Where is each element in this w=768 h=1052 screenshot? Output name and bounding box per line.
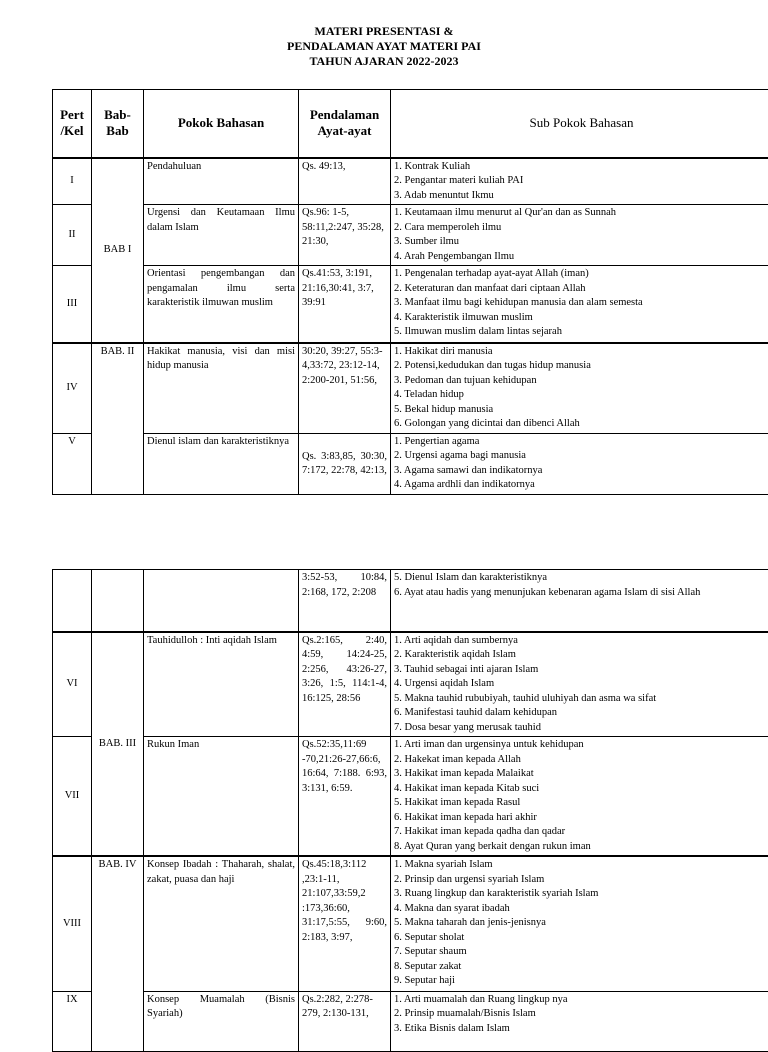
table-header-row (53, 90, 768, 158)
list-item: 4. Karakteristik ilmuwan muslim (394, 311, 768, 326)
row-ayat: Qs.52:35,11:69 -70,21:26-27,66:6, 16:64, 7:188. 6:93, 3:131, 6:59. (299, 737, 391, 857)
list-item: 2. Prinsip dan urgensi syariah Islam (394, 873, 768, 888)
list-item: 2. Pengantar materi kuliah PAI (394, 174, 768, 189)
list-item: 2. Cara memperoleh ilmu (394, 221, 768, 236)
header-pendalaman: Pendalaman Ayat-ayat (299, 90, 391, 158)
row-sub (391, 856, 768, 991)
list-item: 2. Prinsip muamalah/Bisnis Islam (394, 1007, 768, 1022)
table-row (53, 266, 768, 343)
list-item: 2. Hakekat iman kepada Allah (394, 753, 768, 768)
list-item: 4. Arah Pengembangan Ilmu (394, 250, 768, 265)
table-row (53, 158, 768, 205)
row-ayat: Qs. 3:83,85, 30:30, 7:172, 22:78, 42:13, (299, 433, 391, 494)
list-item: 9. Seputar haji (394, 974, 768, 989)
row-bab: BAB. IV (92, 856, 144, 1051)
list-item: 6. Seputar sholat (394, 931, 768, 946)
row-ayat: 3:52-53, 10:84, 2:168, 172, 2:208 (299, 570, 391, 632)
table-row (53, 737, 768, 857)
row-pert: VI (53, 632, 92, 737)
list-item: 6. Golongan yang dicintai dan dibenci Allah (394, 417, 768, 432)
row-pert: I (53, 158, 92, 205)
header-sub-pokok: Sub Pokok Bahasan (391, 90, 768, 158)
list-item: 5. Hakikat iman kepada Rasul (394, 796, 768, 811)
list-item: 6. Ayat atau hadis yang menunjukan kebenaran agama Islam di sisi Allah (394, 586, 768, 601)
row-bab: BAB. III (92, 632, 144, 857)
list-item: 5. Bekal hidup manusia (394, 403, 768, 418)
row-pokok: Dienul islam dan karakteristiknya (144, 433, 299, 494)
row-ayat: Qs.41:53, 3:191, 21:16,30:41, 3:7, 39:91 (299, 266, 391, 343)
materi-table-page-2 (52, 569, 768, 1052)
list-item: 7. Seputar shaum (394, 945, 768, 960)
row-sub (391, 266, 768, 343)
row-sub (391, 632, 768, 737)
row-pert: V (53, 433, 92, 494)
list-item: 3. Sumber ilmu (394, 235, 768, 250)
title-line-1: MATERI PRESENTASI & (0, 24, 768, 39)
table-row (53, 433, 768, 494)
title-line-3: TAHUN AJARAN 2022-2023 (0, 54, 768, 69)
header-pert: Pert /Kel (53, 90, 92, 158)
row-pert: III (53, 266, 92, 343)
row-sub (391, 158, 768, 205)
list-item: 4. Urgensi aqidah Islam (394, 677, 768, 692)
list-item: 2. Potensi,kedudukan dan tugas hidup manusia (394, 359, 768, 374)
list-item: 2. Karakteristik aqidah Islam (394, 648, 768, 663)
row-pokok: Orientasi pengembangan dan pengamalan ilmu serta karakteristik ilmuwan muslim (144, 266, 299, 343)
row-pert: IX (53, 991, 92, 1051)
list-item: 3. Agama samawi dan indikatornya (394, 464, 768, 479)
row-bab (92, 570, 144, 632)
list-item: 6. Manifestasi tauhid dalam kehidupan (394, 706, 768, 721)
list-item: 3. Etika Bisnis dalam Islam (394, 1022, 768, 1037)
list-item: 3. Manfaat ilmu bagi kehidupan manusia dan alam semesta (394, 296, 768, 311)
row-sub (391, 991, 768, 1051)
row-sub (391, 343, 768, 434)
row-bab: BAB. II (92, 343, 144, 495)
list-item: 1. Keutamaan ilmu menurut al Qur'an dan as Sunnah (394, 206, 768, 221)
list-item: 8. Seputar zakat (394, 960, 768, 975)
list-item: 5. Makna tauhid rububiyah, tauhid uluhiyah dan asma wa sifat (394, 692, 768, 707)
row-ayat: Qs.2:282, 2:278-279, 2:130-131, (299, 991, 391, 1051)
row-sub (391, 570, 768, 632)
list-item: 4. Makna dan syarat ibadah (394, 902, 768, 917)
row-pokok: Rukun Iman (144, 737, 299, 857)
list-item: 5. Ilmuwan muslim dalam lintas sejarah (394, 325, 768, 340)
title-line-2: PENDALAMAN AYAT MATERI PAI (0, 39, 768, 54)
row-sub (391, 433, 768, 494)
list-item: 4. Agama ardhli dan indikatornya (394, 478, 768, 493)
list-item: 3. Hakikat iman kepada Malaikat (394, 767, 768, 782)
table-row (53, 343, 768, 434)
row-pert: IV (53, 343, 92, 434)
list-item: 5. Dienul Islam dan karakteristiknya (394, 571, 768, 586)
list-item: 3. Ruang lingkup dan karakteristik syariah Islam (394, 887, 768, 902)
row-ayat: 30:20, 39:27, 55:3-4,33:72, 23:12-14, 2:200-201, 51:56, (299, 343, 391, 434)
row-pokok: Pendahuluan (144, 158, 299, 205)
table-row (53, 570, 768, 632)
list-item: 5. Makna taharah dan jenis-jenisnya (394, 916, 768, 931)
list-item: 1. Kontrak Kuliah (394, 160, 768, 175)
row-pokok: Konsep Muamalah (Bisnis Syariah) (144, 991, 299, 1051)
header-bab: Bab- Bab (92, 90, 144, 158)
row-bab: BAB I (92, 158, 144, 343)
document-title (0, 24, 768, 69)
row-ayat: Qs.96: 1-5, 58:11,2:247, 35:28, 21:30, (299, 205, 391, 266)
list-item: 1. Hakikat diri manusia (394, 345, 768, 360)
row-pokok: Hakikat manusia, visi dan misi hidup manusia (144, 343, 299, 434)
row-pert: VII (53, 737, 92, 857)
list-item: 3. Adab menuntut Ikmu (394, 189, 768, 204)
list-item: 2. Urgensi agama bagi manusia (394, 449, 768, 464)
list-item: 3. Tauhid sebagai inti ajaran Islam (394, 663, 768, 678)
list-item: 4. Hakikat iman kepada Kitab suci (394, 782, 768, 797)
header-pokok-bahasan: Pokok Bahasan (144, 90, 299, 158)
table-row (53, 856, 768, 991)
row-pert: II (53, 205, 92, 266)
row-pokok (144, 570, 299, 632)
row-sub (391, 737, 768, 857)
row-ayat: Qs.45:18,3:112 ,23:1-11, 21:107,33:59,2 :173,36:60, 31:17,5:55, 9:60, 2:183, 3:97, (299, 856, 391, 991)
list-item: 1. Arti muamalah dan Ruang lingkup nya (394, 993, 768, 1008)
list-item: 2. Keteraturan dan manfaat dari ciptaan Allah (394, 282, 768, 297)
list-item: 6. Hakikat iman kepada hari akhir (394, 811, 768, 826)
row-pert (53, 570, 92, 632)
row-pokok: Urgensi dan Keutamaan Ilmu dalam Islam (144, 205, 299, 266)
list-item: 1. Arti iman dan urgensinya untuk kehidupan (394, 738, 768, 753)
list-item: 1. Arti aqidah dan sumbernya (394, 634, 768, 649)
materi-table-page-1 (52, 89, 768, 495)
row-pert: VIII (53, 856, 92, 991)
row-ayat: Qs.2:165, 2:40, 4:59, 14:24-25, 2:256, 43:26-27, 3:26, 1:5, 114:1-4, 16:125, 28:56 (299, 632, 391, 737)
list-item: 3. Pedoman dan tujuan kehidupan (394, 374, 768, 389)
row-pokok: Tauhidulloh : Inti aqidah Islam (144, 632, 299, 737)
list-item: 1. Pengertian agama (394, 435, 768, 450)
table-row (53, 632, 768, 737)
list-item: 7. Hakikat iman kepada qadha dan qadar (394, 825, 768, 840)
list-item: 7. Dosa besar yang merusak tauhid (394, 721, 768, 736)
list-item: 1. Pengenalan terhadap ayat-ayat Allah (iman) (394, 267, 768, 282)
list-item: 8. Ayat Quran yang berkait dengan rukun iman (394, 840, 768, 855)
row-ayat: Qs. 49:13, (299, 158, 391, 205)
row-sub (391, 205, 768, 266)
list-item: 1. Makna syariah Islam (394, 858, 768, 873)
table-row (53, 205, 768, 266)
row-pokok: Konsep Ibadah : Thaharah, shalat, zakat, puasa dan haji (144, 856, 299, 991)
table-row (53, 991, 768, 1051)
list-item: 4. Teladan hidup (394, 388, 768, 403)
